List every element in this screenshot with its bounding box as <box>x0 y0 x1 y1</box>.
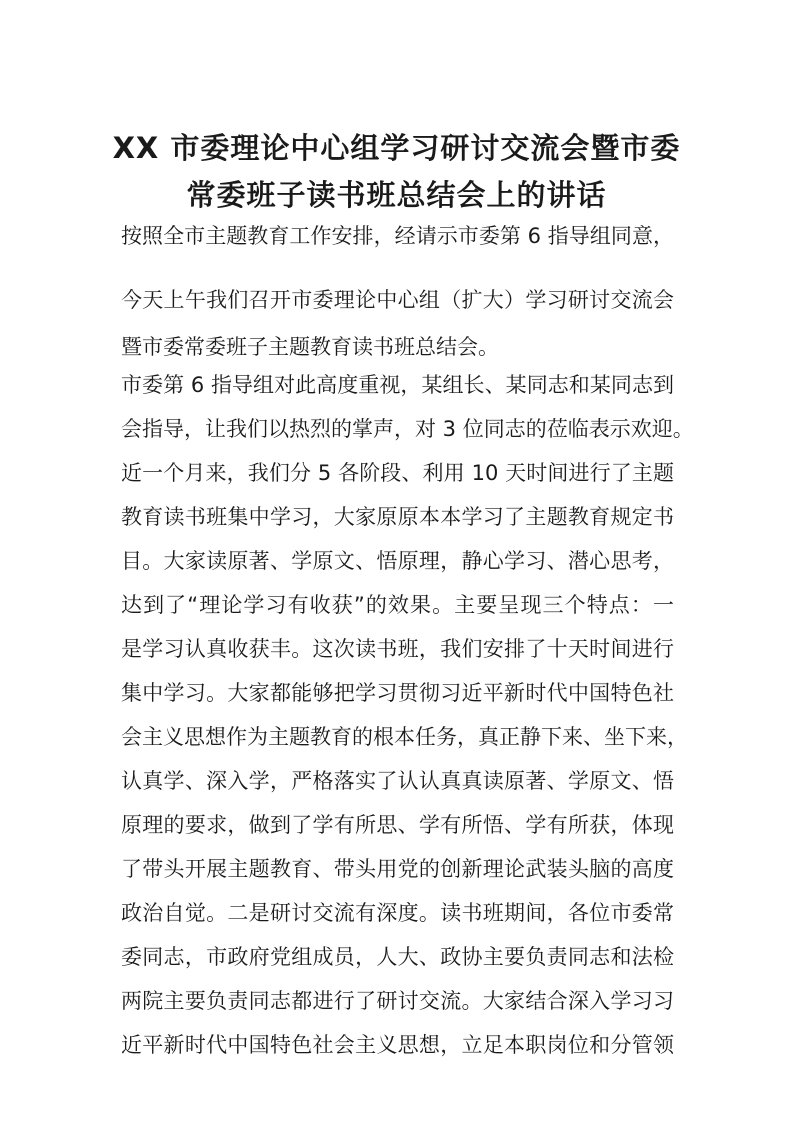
body-line: 按照全市主题教育工作安排，经请示市委第 6 指导组同意， <box>121 224 674 248</box>
body-line: 是学习认真收获丰。这次读书班，我们安排了十天时间进行 <box>121 637 674 661</box>
body-line: 原理的要求，做到了学有所思、学有所悟、学有所获，体现 <box>121 813 674 837</box>
body-line: 目。大家读原著、学原文、悟原理，静心学习、潜心思考， <box>121 549 674 573</box>
body-line: 会指导，让我们以热烈的掌声，对 3 位同志的莅临表示欢迎。 <box>121 417 694 441</box>
body-line: 近平新时代中国特色社会主义思想，立足本职岗位和分管领 <box>121 1033 674 1057</box>
body-line: 近一个月来，我们分 5 各阶段、利用 10 天时间进行了主题 <box>121 461 674 485</box>
body-line: 两院主要负责同志都进行了研讨交流。大家结合深入学习习 <box>121 989 674 1013</box>
document-title-line-2: 常委班子读书班总结会上的讲话 <box>186 178 607 212</box>
body-line: 认真学、深入学，严格落实了认认真真读原著、学原文、悟 <box>121 769 674 793</box>
body-line: 政治自觉。二是研讨交流有深度。读书班期间，各位市委常 <box>121 901 674 925</box>
body-line: 了带头开展主题教育、带头用党的创新理论武装头脑的高度 <box>121 857 674 881</box>
body-line: 会主义思想作为主题教育的根本任务，真正静下来、坐下来， <box>121 725 688 749</box>
body-line: 达到了“理论学习有收获”的效果。主要呈现三个特点：一 <box>121 593 674 617</box>
body-line: 委同志，市政府党组成员，人大、政协主要负责同志和法检 <box>121 945 674 969</box>
body-line: 今天上午我们召开市委理论中心组（扩大）学习研讨交流会 <box>121 288 674 312</box>
document-title-line-1: XX 市委理论中心组学习研讨交流会暨市委 <box>112 131 681 165</box>
body-line: 教育读书班集中学习，大家原原本本学习了主题教育规定书 <box>121 505 674 529</box>
body-line: 集中学习。大家都能够把学习贯彻习近平新时代中国特色社 <box>121 681 674 705</box>
body-line: 市委第 6 指导组对此高度重视，某组长、某同志和某同志到 <box>121 373 674 397</box>
body-line: 暨市委常委班子主题教育读书班总结会。 <box>121 335 499 359</box>
